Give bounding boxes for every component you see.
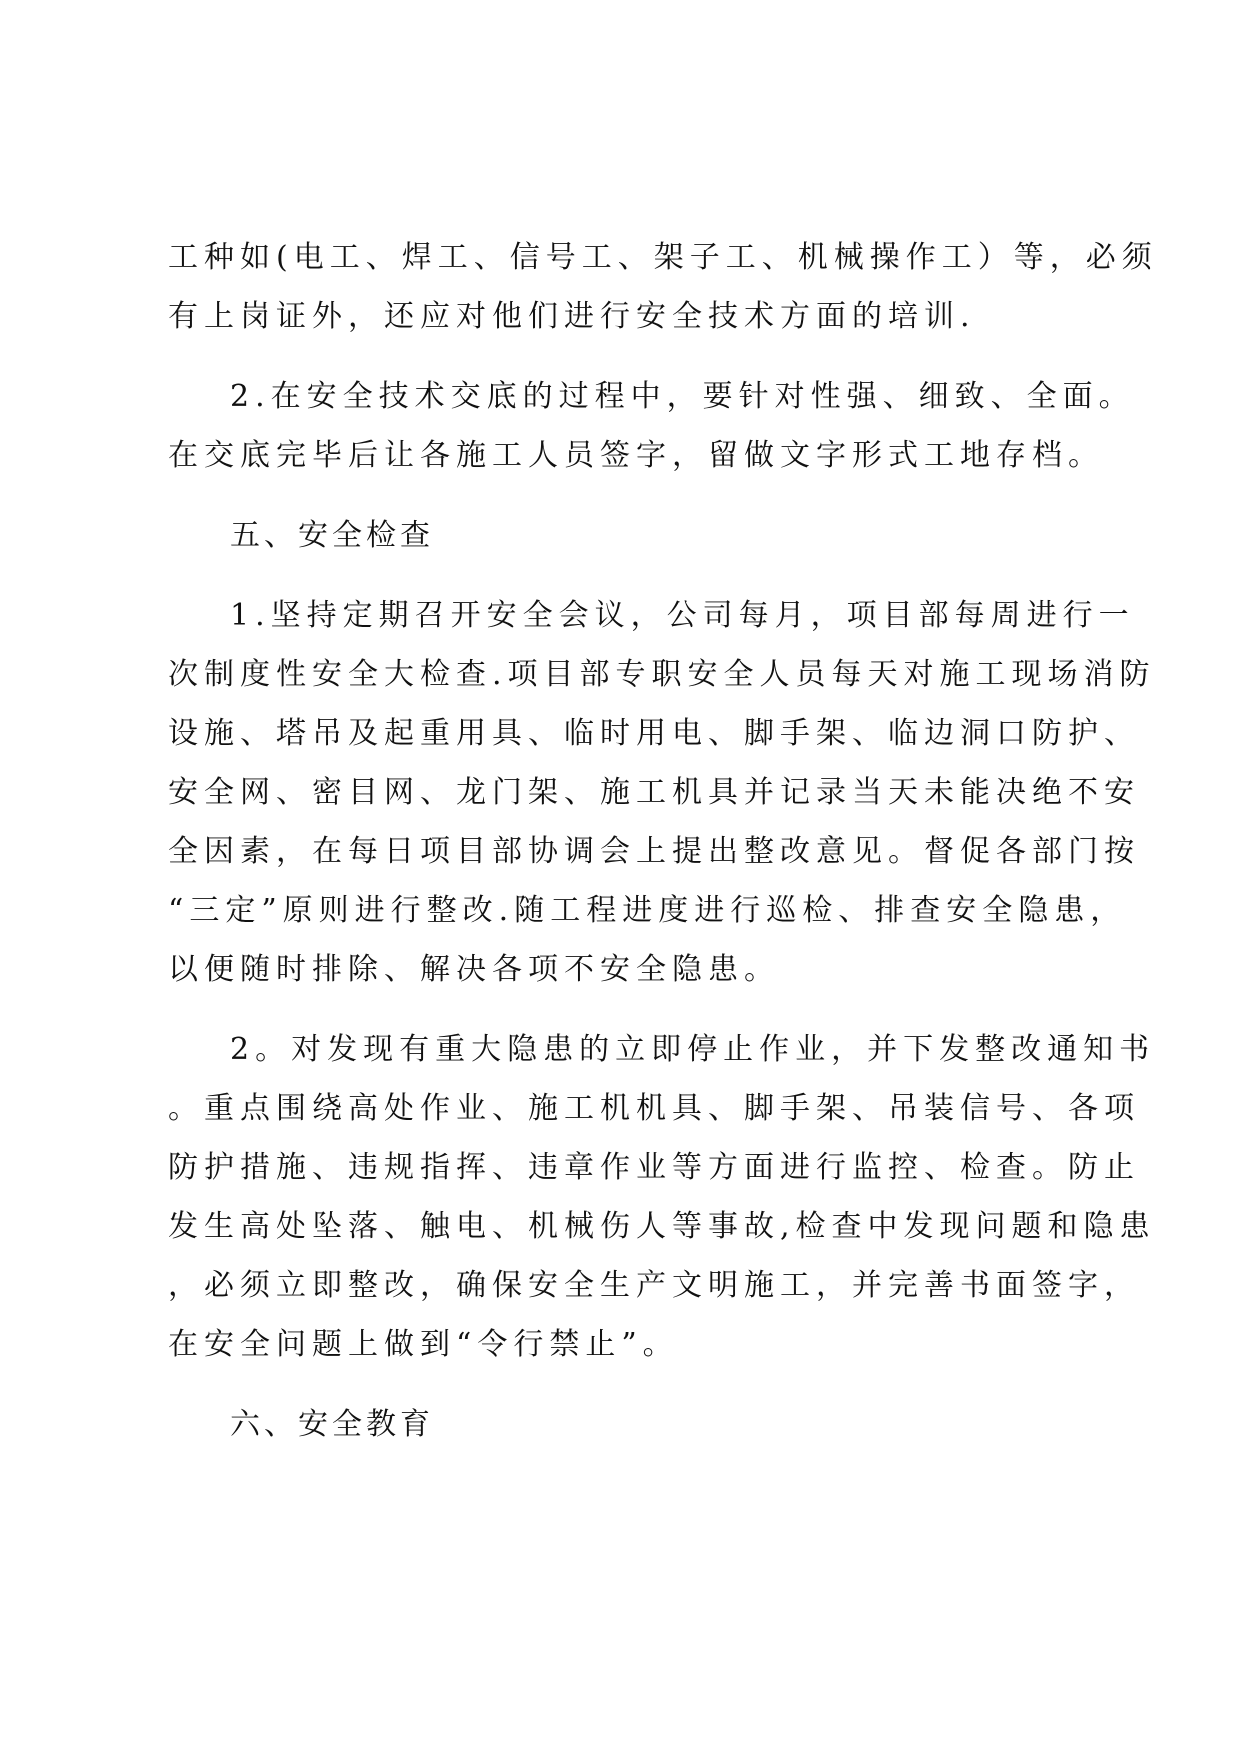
paragraph-continued: [168, 228, 1158, 346]
text-line: 2。对发现有重大隐患的立即停止作业，并下发整改通知书: [230, 1032, 1156, 1067]
text-line: 防护措施、违规指挥、违章作业等方面进行监控、检查。防止: [168, 1150, 1140, 1185]
section-heading-safety-inspection: 五、安全检查: [230, 518, 434, 553]
text-line: 在交底完毕后让各施工人员签字，留做文字形式工地存档。: [168, 438, 1104, 473]
text-line: 全因素，在每日项目部协调会上提出整改意见。督促各部门按: [168, 834, 1140, 869]
paragraph-inspection-2: [168, 1020, 1156, 1374]
text-line: “三定”原则进行整改.随工程进度进行巡检、排查安全隐患，: [168, 893, 1127, 928]
section-heading-safety-education: 六、安全教育: [230, 1407, 434, 1442]
document-body: [168, 228, 1158, 1475]
text-line: 。重点围绕高处作业、施工机机具、脚手架、吊装信号、各项: [168, 1091, 1140, 1126]
text-line: 有上岗证外，还应对他们进行安全技术方面的培训.: [168, 299, 976, 334]
text-line: ，必须立即整改，确保安全生产文明施工，并完善书面签字，: [168, 1268, 1140, 1303]
paragraph-inspection-1: [168, 586, 1156, 999]
text-line: 在安全问题上做到“令行禁止”。: [168, 1327, 679, 1362]
paragraph-disclosure: [168, 367, 1135, 485]
text-line: 发生高处坠落、触电、机械伤人等事故,检查中发现问题和隐患: [168, 1209, 1156, 1244]
text-line: 工种如(电工、焊工、信号工、架子工、机械操作工）等，必须: [168, 240, 1158, 275]
text-line: 设施、塔吊及起重用具、临时用电、脚手架、临边洞口防护、: [168, 716, 1140, 751]
text-line: 以便随时排除、解决各项不安全隐患。: [168, 952, 780, 987]
text-line: 次制度性安全大检查.项目部专职安全人员每天对施工现场消防: [168, 657, 1156, 692]
text-line: 2.在安全技术交底的过程中，要针对性强、细致、全面。: [230, 379, 1135, 414]
text-line: 安全网、密目网、龙门架、施工机具并记录当天未能决绝不安: [168, 775, 1140, 810]
text-line: 1.坚持定期召开安全会议，公司每月，项目部每周进行一: [230, 598, 1135, 633]
